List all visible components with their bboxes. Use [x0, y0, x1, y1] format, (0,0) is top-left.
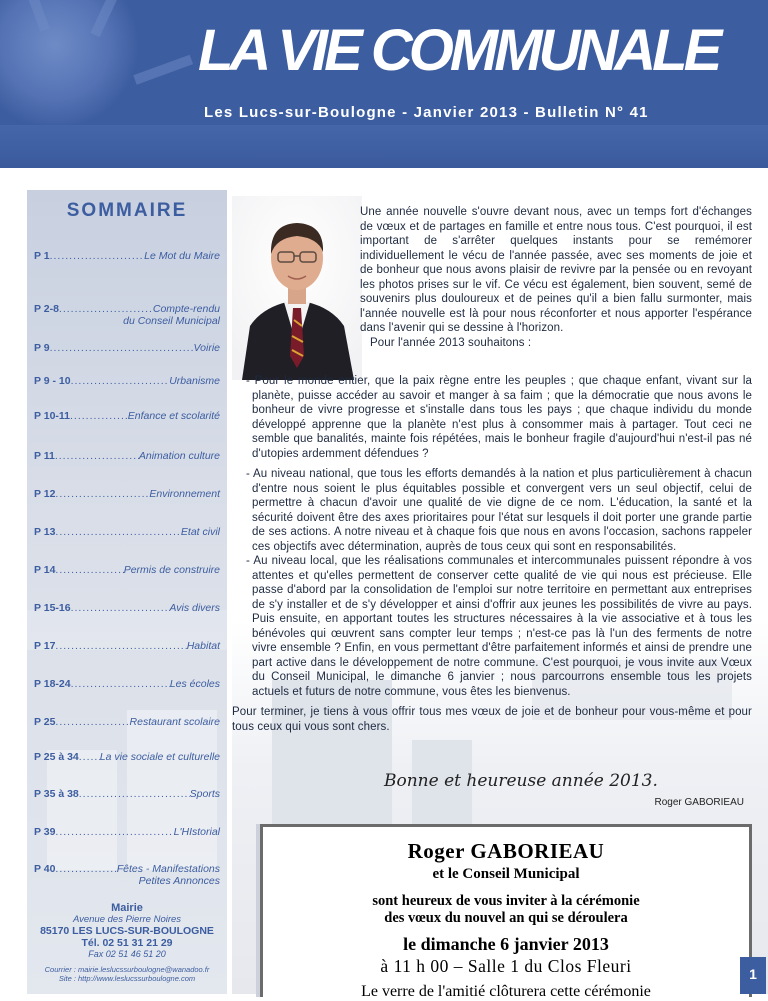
sommaire-page: P 15-16	[34, 602, 71, 614]
sommaire-item[interactable]	[34, 526, 220, 538]
mairie-city: 85170 LES LUCS-SUR-BOULOGNE	[40, 925, 214, 937]
sommaire-item[interactable]	[34, 250, 220, 262]
sommaire-item[interactable]	[34, 826, 220, 838]
invitation-line2: des vœux du nouvel an qui se déroulera	[384, 910, 628, 926]
sommaire-page: P 25	[34, 716, 56, 728]
paragraph-closing: Pour terminer, je tiens à vous offrir tous mes vœux de joie et de bonheur pour vous-même et pour tous ceux qui vous sont chers.	[232, 706, 752, 733]
invitation-time: à 11 h 00 – Salle 1 du Clos Fleuri	[380, 956, 632, 976]
sommaire-page: P 10-11	[34, 410, 71, 422]
sommaire-item[interactable]	[34, 303, 220, 327]
sommaire-item[interactable]	[34, 488, 220, 500]
sommaire-label: Les écoles	[169, 678, 220, 690]
sommaire-page: P 11	[34, 450, 55, 462]
sommaire-item[interactable]	[34, 342, 220, 354]
sommaire-item[interactable]	[34, 863, 220, 887]
bulletin-title: LA VIE COMMUNALE	[198, 18, 719, 83]
letter-intro	[360, 205, 752, 350]
sommaire-page: P 14	[34, 564, 56, 576]
greeting-handwritten: Bonne et heureuse année 2013.	[384, 771, 658, 791]
sommaire-title: SOMMAIRE	[66, 200, 188, 221]
mairie-fax: Fax 02 51 46 51 20	[88, 949, 166, 959]
mairie-street: Avenue des Pierre Noires	[72, 914, 182, 925]
sommaire-label: Animation culture	[138, 450, 220, 462]
mairie-contact	[27, 902, 227, 983]
sommaire-item[interactable]	[34, 716, 220, 728]
sommaire-label-cont: du Conseil Municipal	[123, 315, 220, 327]
sommaire-label-cont: Petites Annonces	[138, 875, 220, 887]
sommaire-item[interactable]	[34, 450, 220, 462]
signature-name: Roger GABORIEAU	[654, 797, 744, 808]
page-number: 1	[740, 957, 766, 994]
invitation-date: le dimanche 6 janvier 2013	[403, 934, 609, 954]
sommaire-label: Habitat	[186, 640, 220, 652]
sommaire-page: P 2-8	[34, 303, 59, 315]
mairie-heading: Mairie	[111, 902, 143, 914]
sommaire-label: Avis divers	[169, 602, 220, 614]
sommaire-label: La vie sociale et culturelle	[99, 751, 220, 763]
sommaire-page: P 17	[34, 640, 56, 652]
sun-logo	[0, 0, 140, 130]
sommaire-item[interactable]	[34, 640, 220, 652]
sidebar-sommaire	[27, 190, 227, 994]
invitation-name: Roger GABORIEAU	[407, 839, 605, 863]
sommaire-page: P 39	[34, 826, 56, 838]
sommaire-item[interactable]	[34, 602, 220, 614]
sommaire-label: Fêtes - Manifestations	[116, 863, 220, 875]
sommaire-page: P 25 à 34	[34, 751, 79, 763]
wish-line: Pour l'année 2013 souhaitons :	[370, 336, 532, 349]
invitation-box	[260, 824, 752, 1000]
sommaire-page: P 9	[34, 342, 50, 354]
paragraph-local: - Au niveau local, que les réalisations communales et intercommunales puissent répondre à vos attentes et qu'elles permettent de conserver cette qualité de vie qui nous est précieuse. Elle passe d'abord par la consolidation de l'emploi sur notre territoire en permettant aux entreprises de s'y installer et de s'y développer et ainsi d'offrir aux jeunes les possibilités de vivre au pays. Puis ensuite, en apportant toutes les structures nécessaires à la vie associative et à tous les bénévoles qui œuvrent sans compter leur temps ; n'est-ce pas là l'un des ferments de notre vivre ensemble ? Enfin, en vous permettant d'être parfaitement informés et ainsi de prendre une part active dans le développement de notre commune. C'est pourquoi, je vous invite aux Vœux du Conseil Municipal, le dimanche 6 janvier ; nous parcourrons ensemble tous les projets actuels et futurs de notre commune, vous êtes les bienvenus.	[246, 555, 752, 698]
sommaire-item[interactable]	[34, 751, 220, 763]
letter-body	[232, 374, 752, 734]
sommaire-label: Restaurant scolaire	[129, 716, 220, 728]
sommaire-label: Etat civil	[180, 526, 220, 538]
sommaire-label: Compte-rendu	[152, 303, 220, 315]
sommaire-page: P 1	[34, 250, 50, 262]
sommaire-page: P 12	[34, 488, 56, 500]
sommaire-label: Voirie	[193, 342, 220, 354]
mairie-email[interactable]: Courrier : mairie.leslucssurboulogne@wanadoo.fr	[44, 965, 210, 974]
sommaire-item[interactable]	[34, 788, 220, 800]
paragraph-world: - Pour le monde entier, que la paix règne entre les peuples ; que chaque enfant, vivant sur la planète, puisse accéder au savoir et manger à sa faim ; que la démocratie que nous avons le bonheur de vivre progresse et s'installe dans tous les pays ; que chaque individu du monde développé apprenne que la planète n'est plus à consommer mais à partager. Tout ceci ne semble que banalités, mainte fois répétées, mais le bonheur fragile d'aujourd'hui n'est-il pas né d'utopies ardemment défendues ?	[246, 375, 752, 460]
mayor-photo	[232, 196, 362, 380]
sommaire-label: L'HIstorial	[173, 826, 220, 838]
mairie-website[interactable]: Site : http://www.leslucssurboulogne.com	[58, 974, 196, 983]
mairie-phone: Tél. 02 51 31 21 29	[81, 937, 173, 949]
sommaire-item[interactable]	[34, 678, 220, 690]
invitation-council: et le Conseil Municipal	[432, 866, 580, 882]
invitation-line1: sont heureux de vous inviter à la cérémonie	[372, 893, 640, 909]
sommaire-label: Permis de construire	[123, 564, 220, 576]
intro-paragraph: Une année nouvelle s'ouvre devant nous, avec un temps fort d'échanges de vœux et de partages en famille et entre nous tous. C'est pourquoi, il est important de s'arrêter quelques instants pour se remémorer individuellement le vécu de l'année passée, avec ses moments de joie et de bonheur que nous avons plaisir de revivre par la pensée ou en revoyant les photos prises sur le vif. Ce vécu est également, bien souvent, semé de souvenirs plus douloureux et de peines qu'il a bien fallu surmonter, mais l'année nouvelle est là pour nous réconforter et nous apporter l'espérance dans l'avenir qui se dessine à l'horizon.	[360, 206, 752, 334]
sommaire-label: Le Mot du Maire	[144, 250, 220, 262]
sommaire-item[interactable]	[34, 375, 220, 387]
sommaire-page: P 18-24	[34, 678, 71, 690]
invitation-drink: Le verre de l'amitié clôturera cette cérémonie	[361, 983, 651, 1000]
sommaire-page: P 13	[34, 526, 56, 538]
sommaire-item[interactable]	[34, 410, 220, 422]
sommaire-label: Enfance et scolarité	[127, 410, 220, 422]
sommaire-page: P 40	[34, 863, 56, 875]
bulletin-subtitle: Les Lucs-sur-Boulogne - Janvier 2013 - Bulletin N° 41	[204, 104, 649, 121]
sommaire-label: Urbanisme	[169, 375, 220, 387]
masthead	[0, 0, 768, 168]
sommaire-label: Environnement	[149, 488, 220, 500]
sommaire-item[interactable]	[34, 564, 220, 576]
paragraph-national: - Au niveau national, que tous les efforts demandés à la nation et plus particulièrement à chacun d'entre nous soient le plus équitables possible et convergent vers un seul objectif, celui de permettre à chacun d'avoir une qualité de vie digne de ce nom. L'éducation, la santé et la sécurité doivent être des axes prioritaires pour l'état sur lesquels il doit porter une grande partie de ses actions. A notre niveau et à chaque fois que nous en avons l'occasion, sachons rappeler ces objectifs avec détermination, auprès de tous ceux qui sont en responsabilités.	[246, 468, 752, 553]
sommaire-label: Sports	[189, 788, 220, 800]
sommaire-page: P 9 - 10	[34, 375, 71, 387]
sommaire-page: P 35 à 38	[34, 788, 79, 800]
